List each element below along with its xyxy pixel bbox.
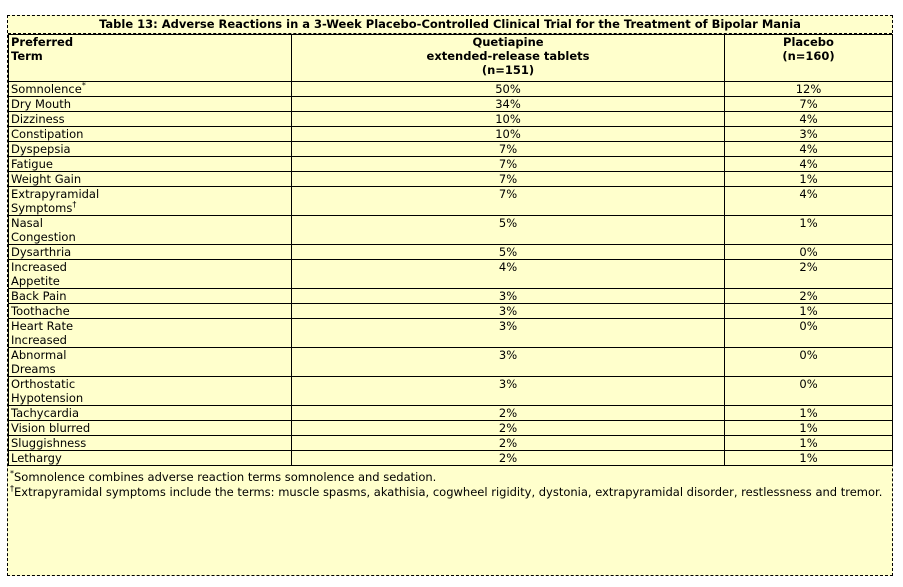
cell-preferred-term	[9, 436, 292, 451]
cell-placebo-percent: 0%	[725, 377, 893, 406]
cell-quetiapine-percent: 7%	[292, 157, 725, 172]
table-row	[9, 142, 893, 157]
header-term-line2: Term	[11, 49, 43, 63]
cell-quetiapine-percent: 2%	[292, 436, 725, 451]
term-label	[11, 406, 107, 420]
term-text: Constipation	[11, 127, 84, 141]
cell-placebo-percent: 1%	[725, 421, 893, 436]
term-text: Tachycardia	[11, 406, 80, 420]
cell-quetiapine-percent: 2%	[292, 406, 725, 421]
cell-placebo-percent: 4%	[725, 142, 893, 157]
cell-placebo-percent: 3%	[725, 127, 893, 142]
footnote	[10, 485, 890, 500]
header-drug-line2: extended-release tablets	[426, 49, 590, 63]
cell-placebo-percent: 1%	[725, 436, 893, 451]
term-label	[11, 289, 107, 303]
cell-quetiapine-percent: 10%	[292, 127, 725, 142]
cell-quetiapine-percent: 3%	[292, 289, 725, 304]
term-label	[11, 451, 107, 465]
header-preferred-term	[9, 35, 292, 82]
cell-placebo-percent: 12%	[725, 82, 893, 97]
term-label	[11, 348, 107, 376]
term-label	[11, 421, 107, 435]
cell-preferred-term	[9, 406, 292, 421]
cell-placebo-percent: 1%	[725, 451, 893, 466]
cell-quetiapine-percent: 2%	[292, 451, 725, 466]
footnote-text: Extrapyramidal symptoms include the terms: muscle spasms, akathisia, cogwheel rigidity, dystonia, extrapyramidal disorder, restlessness and tremor.	[14, 485, 883, 499]
adverse-reactions-table	[8, 34, 893, 466]
header-term-line1: Preferred	[11, 35, 74, 49]
cell-preferred-term	[9, 97, 292, 112]
header-drug-line1: Quetiapine	[472, 35, 544, 49]
term-label	[11, 142, 107, 156]
table-row	[9, 377, 893, 406]
adverse-reactions-table-frame	[7, 15, 893, 576]
term-label	[11, 112, 107, 126]
cell-quetiapine-percent: 7%	[292, 142, 725, 157]
term-text: Dry Mouth	[11, 97, 72, 111]
cell-preferred-term	[9, 304, 292, 319]
term-text: Vision blurred	[11, 421, 91, 435]
cell-placebo-percent: 0%	[725, 319, 893, 348]
table-row	[9, 127, 893, 142]
term-label	[11, 157, 107, 171]
cell-quetiapine-percent: 3%	[292, 377, 725, 406]
cell-preferred-term	[9, 319, 292, 348]
table-row	[9, 82, 893, 97]
term-text: Weight Gain	[11, 172, 82, 186]
term-text: Fatigue	[11, 157, 53, 171]
table-row	[9, 112, 893, 127]
cell-placebo-percent: 1%	[725, 172, 893, 187]
cell-quetiapine-percent: 10%	[292, 112, 725, 127]
cell-quetiapine-percent: 4%	[292, 260, 725, 289]
term-text: Orthostatic Hypotension	[11, 377, 84, 405]
table-row	[9, 157, 893, 172]
term-text: Increased Appetite	[11, 260, 67, 288]
footnote-marker: †	[72, 200, 77, 209]
cell-quetiapine-percent: 5%	[292, 216, 725, 245]
cell-preferred-term	[9, 216, 292, 245]
cell-preferred-term	[9, 348, 292, 377]
term-label	[11, 304, 107, 318]
cell-quetiapine-percent: 2%	[292, 421, 725, 436]
term-text: Dizziness	[11, 112, 65, 126]
term-label	[11, 319, 107, 347]
cell-quetiapine-percent: 34%	[292, 97, 725, 112]
table-row	[9, 260, 893, 289]
cell-preferred-term	[9, 451, 292, 466]
term-text: Heart Rate Increased	[11, 319, 74, 347]
footnote-marker: *	[10, 469, 14, 478]
cell-preferred-term	[9, 421, 292, 436]
term-label	[11, 127, 107, 141]
term-label	[11, 97, 107, 111]
cell-preferred-term	[9, 187, 292, 216]
footnote-marker: †	[10, 484, 14, 493]
term-label	[11, 172, 107, 186]
cell-quetiapine-percent: 5%	[292, 245, 725, 260]
cell-quetiapine-percent: 50%	[292, 82, 725, 97]
cell-placebo-percent: 2%	[725, 289, 893, 304]
cell-preferred-term	[9, 157, 292, 172]
cell-quetiapine-percent: 7%	[292, 187, 725, 216]
cell-placebo-percent: 4%	[725, 187, 893, 216]
footnote-text: Somnolence combines adverse reaction terms somnolence and sedation.	[14, 470, 437, 484]
term-text: Sluggishness	[11, 436, 87, 450]
footnote-marker: *	[81, 81, 86, 90]
table-footnotes	[8, 466, 892, 500]
term-text: Nasal Congestion	[11, 216, 76, 244]
header-placebo-line1: Placebo	[783, 35, 834, 49]
table-row	[9, 421, 893, 436]
cell-preferred-term	[9, 245, 292, 260]
table-row	[9, 187, 893, 216]
table-row	[9, 451, 893, 466]
cell-quetiapine-percent: 7%	[292, 172, 725, 187]
cell-preferred-term	[9, 172, 292, 187]
header-quetiapine	[292, 35, 725, 82]
term-text: Abnormal Dreams	[11, 348, 67, 376]
cell-preferred-term	[9, 260, 292, 289]
table-row	[9, 319, 893, 348]
cell-preferred-term	[9, 112, 292, 127]
table-caption: Table 13: Adverse Reactions in a 3-Week Placebo-Controlled Clinical Trial for the Treatment of Bipolar Mania	[8, 16, 892, 34]
header-placebo-line2: (n=160)	[782, 49, 835, 63]
cell-placebo-percent: 4%	[725, 112, 893, 127]
header-row	[9, 35, 893, 82]
header-drug-line3: (n=151)	[481, 63, 535, 77]
cell-quetiapine-percent: 3%	[292, 348, 725, 377]
term-text: Back Pain	[11, 289, 67, 303]
table-row	[9, 304, 893, 319]
table-row	[9, 216, 893, 245]
table-row	[9, 436, 893, 451]
cell-quetiapine-percent: 3%	[292, 319, 725, 348]
cell-preferred-term	[9, 82, 292, 97]
term-label	[11, 216, 107, 244]
term-label	[11, 260, 107, 288]
cell-placebo-percent: 0%	[725, 245, 893, 260]
term-label	[11, 436, 107, 450]
term-text: Dyspepsia	[11, 142, 71, 156]
table-row	[9, 289, 893, 304]
term-text: Toothache	[11, 304, 70, 318]
term-label	[11, 187, 107, 215]
term-label	[11, 245, 107, 259]
cell-placebo-percent: 0%	[725, 348, 893, 377]
term-text: Somnolence	[11, 82, 82, 96]
cell-placebo-percent: 1%	[725, 304, 893, 319]
cell-preferred-term	[9, 127, 292, 142]
table-body	[9, 82, 893, 466]
header-placebo	[725, 35, 893, 82]
table-row	[9, 406, 893, 421]
term-label	[11, 82, 107, 96]
table-row	[9, 245, 893, 260]
cell-placebo-percent: 1%	[725, 216, 893, 245]
term-label	[11, 377, 107, 405]
table-row	[9, 97, 893, 112]
term-text: Dysarthria	[11, 245, 72, 259]
cell-preferred-term	[9, 142, 292, 157]
footnote	[10, 470, 890, 485]
cell-placebo-percent: 2%	[725, 260, 893, 289]
cell-placebo-percent: 7%	[725, 97, 893, 112]
term-text: Extrapyramidal Symptoms	[11, 187, 100, 215]
cell-preferred-term	[9, 377, 292, 406]
cell-placebo-percent: 4%	[725, 157, 893, 172]
cell-placebo-percent: 1%	[725, 406, 893, 421]
term-text: Lethargy	[11, 451, 62, 465]
table-row	[9, 348, 893, 377]
cell-quetiapine-percent: 3%	[292, 304, 725, 319]
cell-preferred-term	[9, 289, 292, 304]
table-row	[9, 172, 893, 187]
